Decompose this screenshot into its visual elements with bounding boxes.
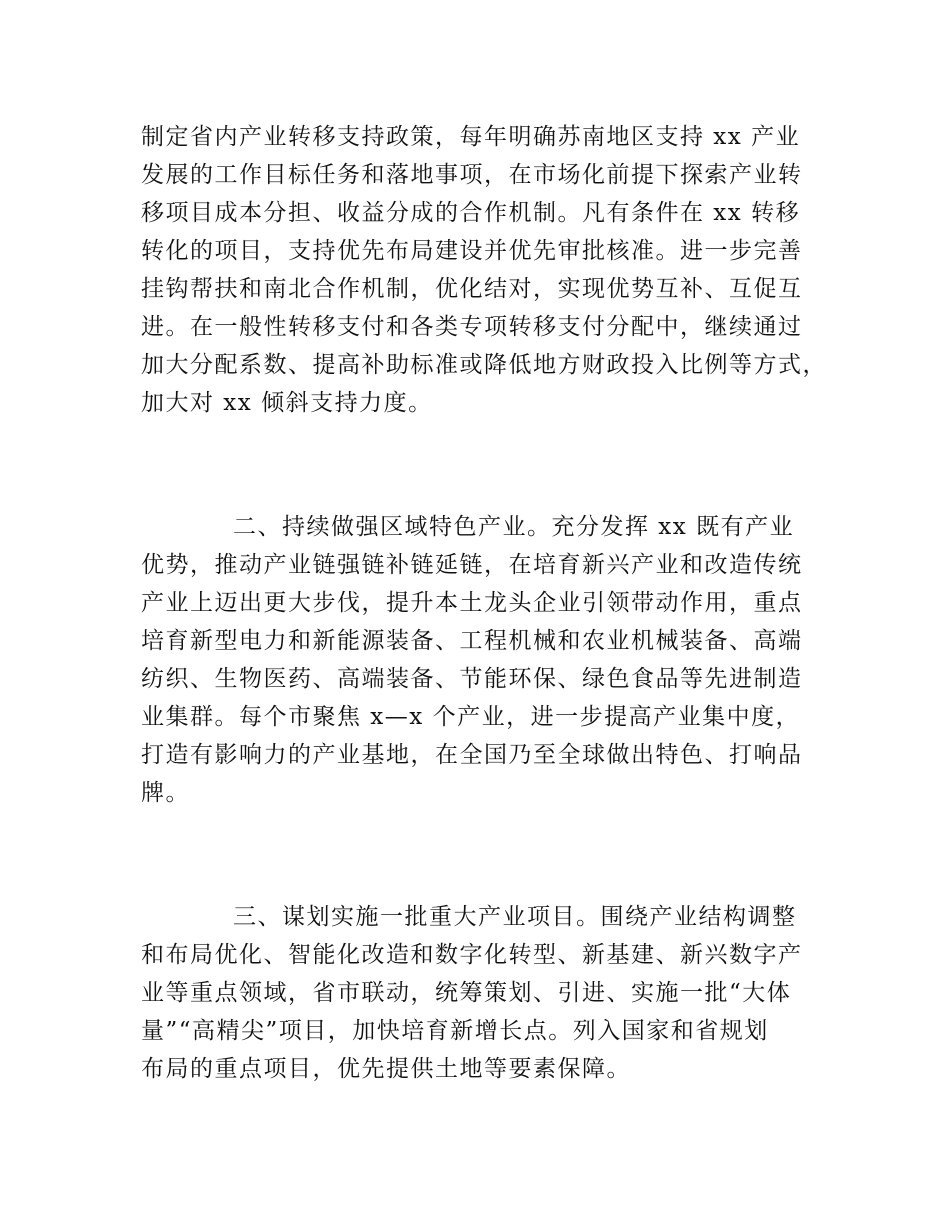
text-line: 纺织、生物医药、高端装备、节能环保、绿色食品等先进制造 <box>141 666 803 692</box>
paragraph-major-projects <box>141 898 841 1088</box>
text-line: 优势，推动产业链强链补链延链，在培育新兴产业和改造传统 <box>141 552 803 578</box>
text-line: 移项目成本分担、收益分成的合作机制。凡有条件在 xx 转移 <box>141 200 801 226</box>
text-line: 业等重点领域，省市联动，统筹策划、引进、实施一批“大体 <box>141 980 792 1006</box>
text-line: 制定省内产业转移支持政策，每年明确苏南地区支持 xx 产业 <box>141 124 801 150</box>
text-line: 和布局优化、智能化改造和数字化转型、新基建、新兴数字产 <box>141 942 803 968</box>
text-line: 产业上迈出更大步伐，提升本土龙头企业引领带动作用，重点 <box>141 590 803 616</box>
text-line: 进。在一般性转移支付和各类专项转移支付分配中，继续通过 <box>141 314 803 340</box>
section-heading-line: 二、持续做强区域特色产业。充分发挥 xx 既有产业 <box>233 514 795 540</box>
text-line: 牌。 <box>141 780 190 806</box>
text-line: 量”“高精尖”项目，加快培育新增长点。列入国家和省规划 <box>141 1018 769 1044</box>
text-line: 打造有影响力的产业基地，在全国乃至全球做出特色、打响品 <box>141 742 803 768</box>
text-line: 加大分配系数、提高补助标准或降低地方财政投入比例等方式， <box>141 352 827 378</box>
paragraph-policy-support <box>141 118 841 422</box>
text-line: 布局的重点项目，优先提供土地等要素保障。 <box>141 1056 631 1082</box>
text-line: 培育新型电力和新能源装备、工程机械和农业机械装备、高端 <box>141 628 803 654</box>
section-heading-line: 三、谋划实施一批重大产业项目。围绕产业结构调整 <box>233 904 797 930</box>
text-line: 加大对 xx 倾斜支持力度。 <box>141 390 433 416</box>
paragraph-regional-industries <box>141 508 841 812</box>
text-line: 挂钩帮扶和南北合作机制，优化结对，实现优势互补、互促互 <box>141 276 803 302</box>
text-line: 转化的项目，支持优先布局建设并优先审批核准。进一步完善 <box>141 238 803 264</box>
text-line: 业集群。每个市聚焦 x—x 个产业，进一步提高产业集中度， <box>141 704 801 730</box>
text-line: 发展的工作目标任务和落地事项，在市场化前提下探索产业转 <box>141 162 803 188</box>
